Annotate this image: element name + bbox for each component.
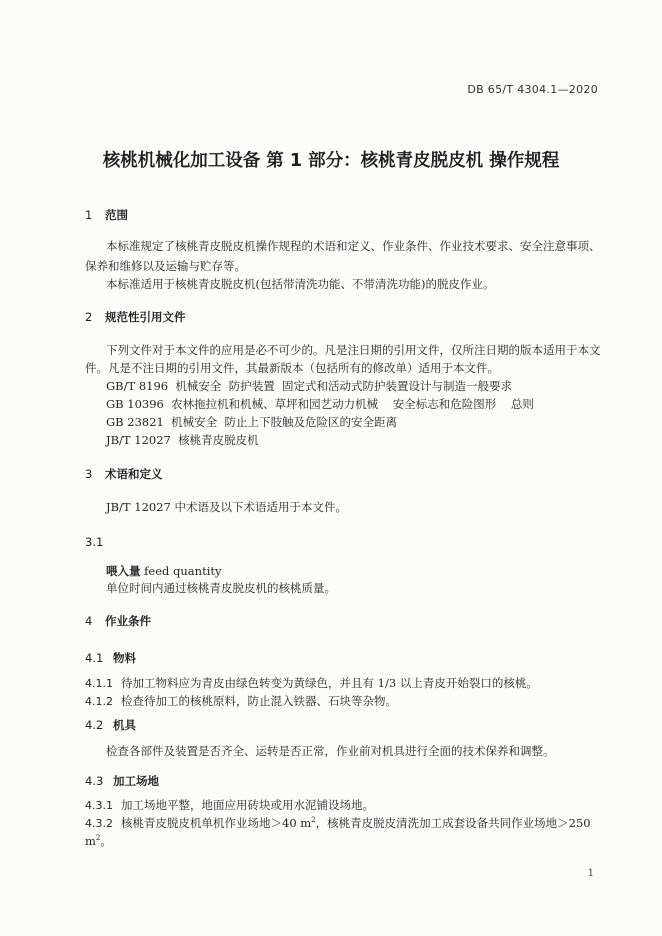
clause-4-1-1-number: 4.1.1 bbox=[85, 677, 113, 690]
clause-4-3-1 bbox=[85, 797, 374, 813]
section-1-para-1-line-2: 保养和维修以及运输与贮存等。 bbox=[85, 259, 246, 273]
clause-4-3-2-text-a: 核桃青皮脱皮机单机作业场地＞40 m bbox=[121, 816, 312, 830]
section-4-1-title: 物料 bbox=[113, 651, 136, 665]
section-4-number: 4 bbox=[85, 614, 93, 628]
term-3-1-name: 喂入量 bbox=[106, 564, 141, 578]
clause-4-3-2-text-c: m bbox=[85, 834, 96, 848]
standard-number: DB 65/T 4304.1—2020 bbox=[467, 83, 598, 96]
term-3-1-definition: 单位时间内通过核桃青皮脱皮机的核桃质量。 bbox=[106, 581, 336, 595]
reference-item: GB 23821 机械安全 防止上下肢触及危险区的安全距离 bbox=[106, 415, 397, 429]
section-4-title: 作业条件 bbox=[105, 614, 151, 628]
section-4-3-heading bbox=[85, 773, 159, 789]
clause-4-3-1-number: 4.3.1 bbox=[85, 799, 113, 812]
clause-4-1-1-text: 待加工物料应为青皮由绿色转变为黄绿色，并且有 1/3 以上青皮开始裂口的核桃。 bbox=[121, 676, 538, 690]
reference-item: JB/T 12027 核桃青皮脱皮机 bbox=[106, 433, 259, 447]
section-3-heading bbox=[85, 466, 163, 482]
clause-4-1-2 bbox=[85, 693, 397, 709]
clause-4-1-2-number: 4.1.2 bbox=[85, 695, 113, 708]
clause-4-3-2-superscript: 2 bbox=[95, 834, 101, 843]
section-3-intro: JB/T 12027 中术语及以下术语适用于本文件。 bbox=[106, 500, 347, 514]
section-2-para-line-1: 下列文件对于本文件的应用是必不可少的。凡是注日期的引用文件，仅所注日期的版本适用于本文 bbox=[106, 343, 601, 357]
section-4-heading bbox=[85, 613, 151, 629]
term-3-1-line bbox=[106, 563, 222, 579]
section-4-2-number: 4.2 bbox=[85, 718, 104, 732]
section-4-2-text: 检查各部件及装置是否齐全、运转是否正常，作业前对机具进行全面的技术保养和调整。 bbox=[106, 744, 555, 758]
clause-4-3-2-superscript: 2 bbox=[311, 816, 316, 825]
section-1-heading bbox=[85, 207, 128, 223]
reference-item: GB 10396 农林拖拉机和机械、草坪和园艺动力机械 安全标志和危险图形 总则 bbox=[106, 397, 534, 411]
clause-4-3-2-text-b: ，核桃青皮脱皮清洗加工成套设备共同作业场地＞250 bbox=[315, 816, 591, 830]
section-3-title: 术语和定义 bbox=[105, 467, 163, 481]
section-2-title: 规范性引用文件 bbox=[105, 310, 186, 324]
section-2-heading bbox=[85, 309, 186, 325]
reference-item: GB/T 8196 机械安全 防护装置 固定式和活动式防护装置设计与制造一般要求 bbox=[106, 379, 513, 393]
section-4-3-number: 4.3 bbox=[85, 774, 104, 788]
section-4-1-number: 4.1 bbox=[85, 651, 104, 665]
clause-4-1-2-text: 检查待加工的核桃原料，防止混入铁器、石块等杂物。 bbox=[121, 694, 397, 708]
term-3-1-number: 3.1 bbox=[85, 535, 104, 549]
section-1-title: 范围 bbox=[105, 208, 128, 222]
section-1-para-2: 本标准适用于核桃青皮脱皮机(包括带清洗功能、不带清洗功能)的脱皮作业。 bbox=[106, 277, 495, 291]
term-3-1-english: feed quantity bbox=[140, 564, 222, 578]
clause-4-3-2-continuation bbox=[85, 833, 112, 849]
section-4-3-title: 加工场地 bbox=[113, 774, 159, 788]
clause-4-3-2 bbox=[85, 815, 591, 831]
document-title: 核桃机械化加工设备 第 1 部分：核桃青皮脱皮机 操作规程 bbox=[102, 151, 560, 171]
section-3-number: 3 bbox=[85, 467, 93, 481]
clause-4-3-2-number: 4.3.2 bbox=[85, 817, 113, 830]
section-1-para-1-line-1: 本标准规定了核桃青皮脱皮机操作规程的术语和定义、作业条件、作业技术要求、安全注意事项、 bbox=[106, 239, 601, 253]
clause-4-1-1 bbox=[85, 675, 538, 691]
section-2-para-line-2: 件。凡是不注日期的引用文件，其最新版本（包括所有的修改单）适用于本文件。 bbox=[85, 361, 499, 375]
section-4-2-heading bbox=[85, 717, 136, 733]
clause-4-3-2-text-d: 。 bbox=[100, 834, 112, 848]
section-2-number: 2 bbox=[85, 310, 93, 324]
section-4-2-title: 机具 bbox=[113, 718, 136, 732]
page-number: 1 bbox=[587, 868, 594, 879]
section-4-1-heading bbox=[85, 650, 136, 666]
section-1-number: 1 bbox=[85, 208, 93, 222]
clause-4-3-1-text: 加工场地平整，地面应用砖块或用水泥铺设场地。 bbox=[121, 798, 374, 812]
